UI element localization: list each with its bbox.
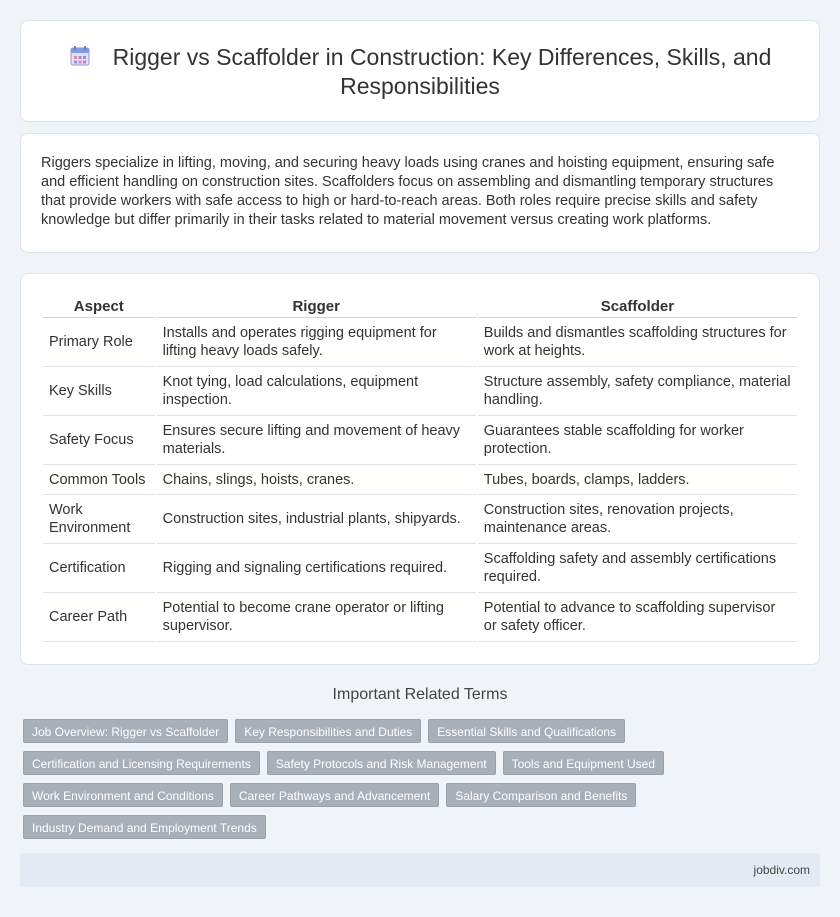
aspect-cell: Primary Role [43, 318, 155, 367]
related-term-tag[interactable]: Essential Skills and Qualifications [428, 719, 625, 743]
scaffolder-cell: Builds and dismantles scaffolding structures for work at heights. [478, 318, 797, 367]
rigger-cell: Ensures secure lifting and movement of heavy materials. [157, 416, 476, 465]
scaffolder-cell: Scaffolding safety and assembly certifications required. [478, 544, 797, 593]
aspect-cell: Key Skills [43, 367, 155, 416]
rigger-cell: Chains, slings, hoists, cranes. [157, 465, 476, 495]
related-term-tag[interactable]: Certification and Licensing Requirements [23, 751, 260, 775]
rigger-cell: Construction sites, industrial plants, shipyards. [157, 495, 476, 544]
table-row [43, 416, 797, 465]
aspect-cell: Common Tools [43, 465, 155, 495]
related-term-tag[interactable]: Work Environment and Conditions [23, 783, 223, 807]
rigger-cell: Potential to become crane operator or lifting supervisor. [157, 593, 476, 642]
page-title-text: Rigger vs Scaffolder in Construction: Key Differences, Skills, and Responsibilities [112, 44, 772, 99]
rigger-cell: Knot tying, load calculations, equipment inspection. [157, 367, 476, 416]
rigger-cell: Installs and operates rigging equipment for lifting heavy loads safely. [157, 318, 476, 367]
related-term-tag[interactable]: Key Responsibilities and Duties [235, 719, 421, 743]
scaffolder-cell: Tubes, boards, clamps, ladders. [478, 465, 797, 495]
title-card [20, 20, 820, 122]
related-terms-heading: Important Related Terms [332, 686, 508, 703]
aspect-cell: Safety Focus [43, 416, 155, 465]
scaffolder-cell: Structure assembly, safety compliance, material handling. [478, 367, 797, 416]
related-term-tag[interactable]: Industry Demand and Employment Trends [23, 815, 266, 839]
aspect-cell: Work Environment [43, 495, 155, 544]
comparison-table-card [20, 273, 820, 665]
footer [20, 853, 820, 887]
scaffolder-cell: Construction sites, renovation projects, maintenance areas. [478, 495, 797, 544]
header-rigger: Rigger [157, 296, 476, 318]
related-term-tag[interactable]: Career Pathways and Advancement [230, 783, 439, 807]
table-row [43, 495, 797, 544]
table-header-row [43, 296, 797, 318]
page-title [61, 43, 779, 101]
related-term-tag[interactable]: Salary Comparison and Benefits [446, 783, 636, 807]
table-row [43, 318, 797, 367]
table-row [43, 465, 797, 495]
related-term-tag[interactable]: Job Overview: Rigger vs Scaffolder [23, 719, 228, 743]
table-row [43, 544, 797, 593]
table-row [43, 593, 797, 642]
footer-site-link[interactable]: jobdiv.com [753, 863, 810, 877]
aspect-cell: Certification [43, 544, 155, 593]
header-scaffolder: Scaffolder [478, 296, 797, 318]
table-row [43, 367, 797, 416]
header-aspect: Aspect [43, 296, 155, 318]
intro-card [20, 133, 820, 253]
scaffolder-cell: Potential to advance to scaffolding supervisor or safety officer. [478, 593, 797, 642]
aspect-cell: Career Path [43, 593, 155, 642]
comparison-table [41, 296, 799, 642]
related-terms-tags [23, 719, 820, 847]
intro-paragraph: Riggers specialize in lifting, moving, and securing heavy loads using cranes and hoisting equipment, ensuring safe and efficient handling on construction sites. Scaffolders focus on assembling and dismantling temporary structures that provide workers with safe access to high or hard-to-reach areas. Both roles require precise skills and safety knowledge but differ primarily in their tasks related to material movement versus creating work platforms. [41, 155, 775, 228]
related-term-tag[interactable]: Safety Protocols and Risk Management [267, 751, 496, 775]
rigger-cell: Rigging and signaling certifications required. [157, 544, 476, 593]
related-term-tag[interactable]: Tools and Equipment Used [503, 751, 664, 775]
calendar-icon [69, 45, 91, 67]
scaffolder-cell: Guarantees stable scaffolding for worker protection. [478, 416, 797, 465]
